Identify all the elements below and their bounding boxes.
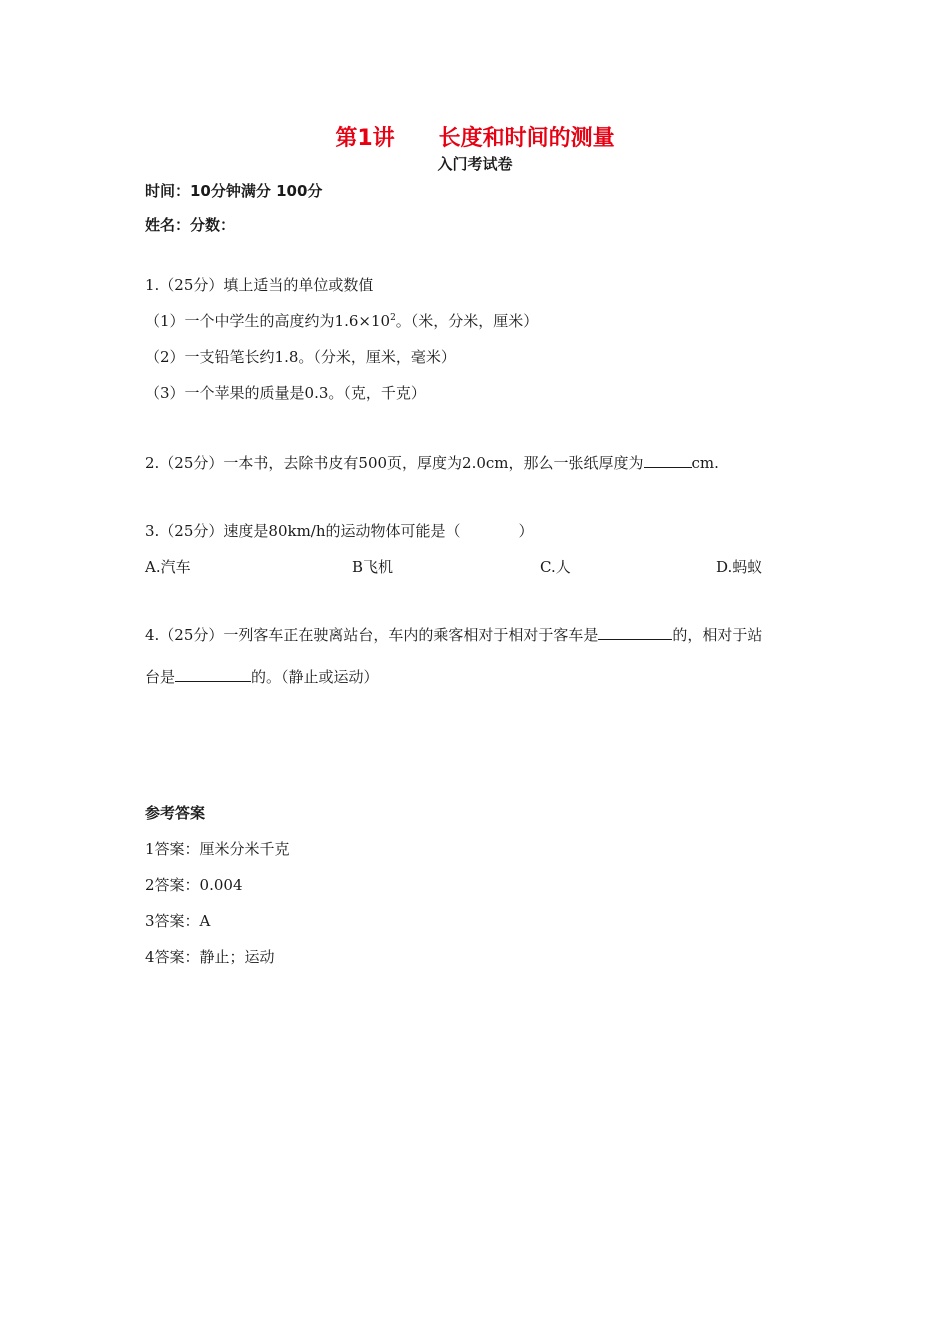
option-b[interactable]: B飞机 <box>352 558 394 576</box>
name-score-line: 姓名：分数： <box>145 216 236 234</box>
question-1-stem: 1.（25分）填上适当的单位或数值 <box>145 276 374 294</box>
question-2: 2.（25分）一本书，去除书皮有500页，厚度为2.0cm，那么一张纸厚度为 cm. <box>145 454 719 472</box>
option-a[interactable]: A.汽车 <box>145 558 191 576</box>
question-3-stem: 3.（25分）速度是80km/h的运动物体可能是（ ） <box>145 522 534 540</box>
lecture-title: 长度和时间的测量 <box>438 126 615 151</box>
option-c[interactable]: C.人 <box>540 558 571 576</box>
answers-heading: 参考答案 <box>145 804 206 822</box>
time-info: 时间：10分钟满分 100分 <box>145 182 323 200</box>
lecture-number: 第1讲 <box>335 126 395 151</box>
question-1-item-1: （1）一个中学生的高度约为$1.6\times 10^2$。（米，分米，厘米） <box>145 312 539 330</box>
answer-blank[interactable] <box>644 453 692 468</box>
question-1-item-2: （2）一支铅笔长约1.8。（分米，厘米，毫米） <box>145 348 456 366</box>
answer-3: 3答案：A <box>145 912 211 930</box>
answer-blank[interactable] <box>598 625 672 640</box>
question-4-line-2: 台是 的。（静止或运动） <box>145 668 379 686</box>
option-d[interactable]: D.蚂蚁 <box>716 558 763 576</box>
question-4-line-1: 4.（25分）一列客车正在驶离站台，车内的乘客相对于相对于客车是 的，相对于站 <box>145 626 763 644</box>
question-1-item-3: （3）一个苹果的质量是0.3。（克，千克） <box>145 384 426 402</box>
exponent: 2 <box>390 313 396 323</box>
answer-2: 2答案：0.004 <box>145 876 243 894</box>
answer-4: 4答案：静止；运动 <box>145 948 275 966</box>
page-subtitle: 入门考试卷 <box>437 155 513 173</box>
answer-blank[interactable] <box>175 667 251 682</box>
answer-1: 1答案：厘米分米千克 <box>145 840 290 858</box>
page-title <box>0 121 950 152</box>
